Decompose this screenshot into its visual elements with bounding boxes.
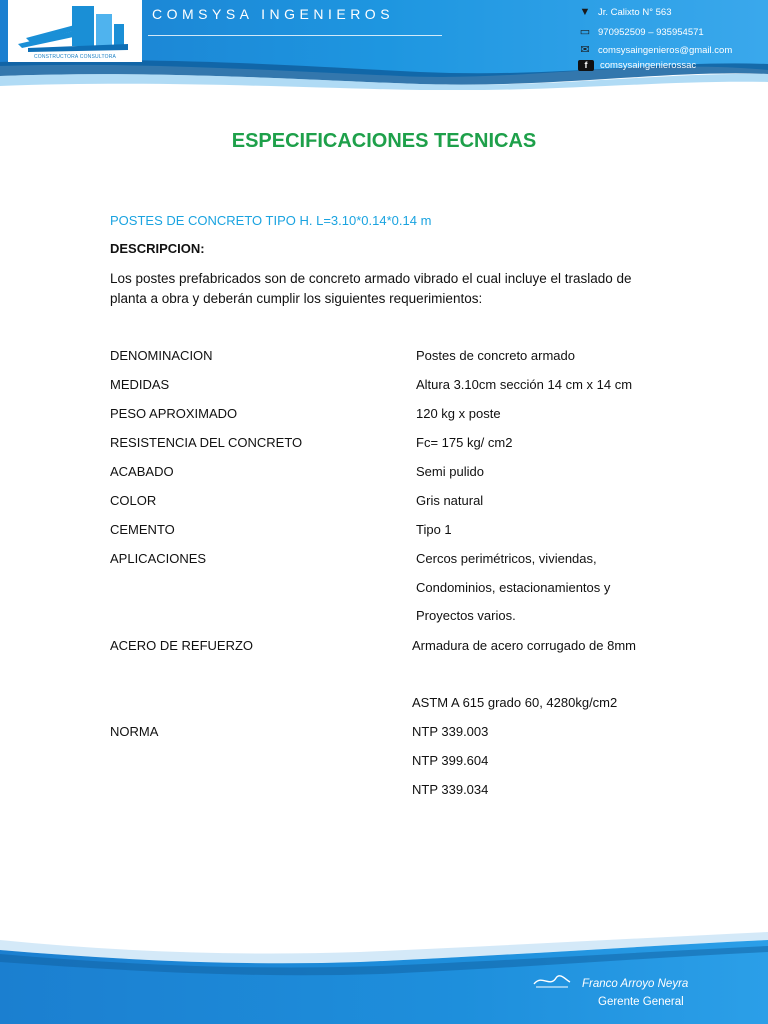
spec-value: Postes de concreto armado <box>416 348 575 363</box>
spec-label: NORMA <box>110 724 159 739</box>
company-logo <box>8 0 142 62</box>
spec-value: Altura 3.10cm sección 14 cm x 14 cm <box>416 377 633 392</box>
facebook-icon: f <box>578 60 594 71</box>
spec-label: ACABADO <box>110 464 174 479</box>
spec-label: COLOR <box>110 493 157 508</box>
letterhead-footer <box>0 930 768 1024</box>
contact-phone: ▭ 970952509 – 935954571 <box>579 26 704 38</box>
email-icon: ✉ <box>580 44 590 56</box>
spec-value: ASTM A 615 grado 60, 4280kg/cm2 <box>412 695 618 710</box>
spec-value: Condominios, estacionamientos y <box>416 580 611 595</box>
spec-label: APLICACIONES <box>110 551 207 566</box>
description-paragraph: Los postes prefabricados son de concreto armado vibrado el cual incluye el traslado de planta a obra y deberán cumplir los siguientes requerimientos: <box>110 271 632 306</box>
page-title: ESPECIFICACIONES TECNICAS <box>231 130 537 152</box>
spec-label: CEMENTO <box>110 522 175 537</box>
spec-value: NTP 339.003 <box>412 724 489 739</box>
spec-value: Fc= 175 kg/ cm2 <box>416 435 513 450</box>
logo-caption: CONSTRUCTORA CONSULTORA <box>33 54 117 60</box>
signature-icon <box>532 972 572 990</box>
spec-value: Cercos perimétricos, viviendas, <box>416 551 597 566</box>
spec-value: NTP 339.034 <box>412 782 489 797</box>
spec-value: Tipo 1 <box>416 522 452 537</box>
contact-facebook: f comsysaingenierossac <box>578 60 696 71</box>
spec-value: Semi pulido <box>416 464 484 479</box>
signer-role: Gerente General <box>598 996 684 1008</box>
phone-icon: ▭ <box>579 26 591 38</box>
spec-value: Proyectos varios. <box>416 608 516 623</box>
spec-value: Armadura de acero corrugado de 8mm <box>412 638 637 653</box>
spec-label: ACERO DE REFUERZO <box>110 638 254 653</box>
header-divider <box>148 35 442 36</box>
building-logo-icon <box>8 0 142 56</box>
description-heading: DESCRIPCION: <box>110 241 205 256</box>
spec-value: 120 kg x poste <box>416 406 501 421</box>
letterhead-header <box>0 0 768 90</box>
product-subtitle: POSTES DE CONCRETO TIPO H. L=3.10*0.14*0.14 m <box>110 213 432 228</box>
signer-name: Franco Arroyo Neyra <box>582 978 689 990</box>
footer-wave-background <box>0 930 768 1024</box>
contact-address: ▼ Jr. Calixto N° 563 <box>579 6 672 18</box>
spec-label: PESO APROXIMADO <box>110 406 238 421</box>
spec-label: MEDIDAS <box>110 377 170 392</box>
location-pin-icon: ▼ <box>579 6 591 18</box>
spec-label: DENOMINACION <box>110 348 213 363</box>
contact-email: ✉ comsysaingenieros@gmail.com <box>578 43 732 56</box>
spec-value: Gris natural <box>416 493 484 508</box>
spec-value: NTP 399.604 <box>412 753 489 768</box>
company-name: COMSYSA INGENIEROS <box>152 6 395 22</box>
spec-label: RESISTENCIA DEL CONCRETO <box>110 435 303 450</box>
